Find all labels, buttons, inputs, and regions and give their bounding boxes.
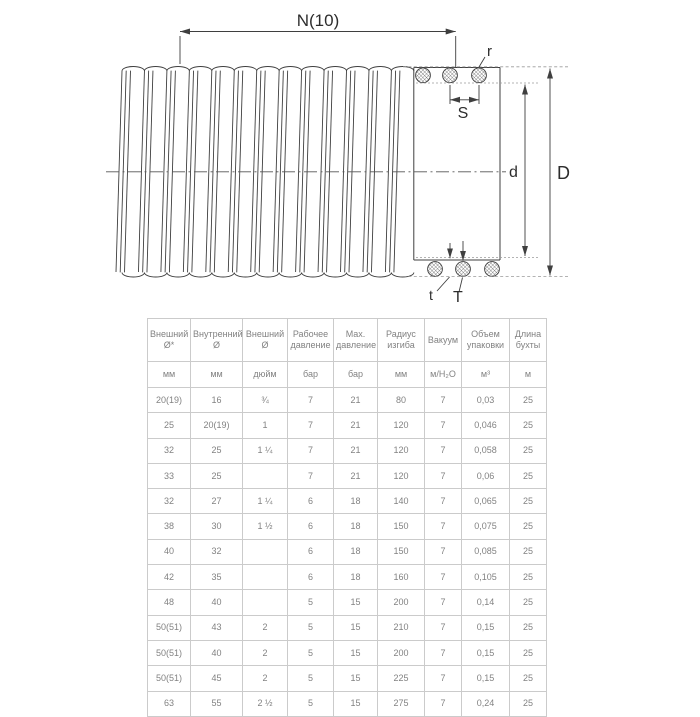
column-header: Вакуум xyxy=(425,319,462,362)
column-unit: бар xyxy=(334,362,378,388)
table-cell: 25 xyxy=(510,388,547,413)
wire-radius-label: r xyxy=(487,43,492,60)
table-cell: 25 xyxy=(510,539,547,564)
table-cell: 0,105 xyxy=(462,565,510,590)
table-cell: 42 xyxy=(148,565,191,590)
table-cell: 18 xyxy=(334,514,378,539)
table-cell: 15 xyxy=(334,615,378,640)
table-cell: 120 xyxy=(378,413,425,438)
table-cell: 5 xyxy=(288,640,334,665)
table-cell: 120 xyxy=(378,463,425,488)
table-cell: 0,06 xyxy=(462,463,510,488)
table-cell: 25 xyxy=(510,463,547,488)
table-cell: 6 xyxy=(288,539,334,564)
table-cell: 50(51) xyxy=(148,615,191,640)
table-cell: 0,24 xyxy=(462,691,510,716)
column-header: Объем упаковки xyxy=(462,319,510,362)
dimension-pitch xyxy=(450,85,479,104)
table-cell: 2 xyxy=(243,615,288,640)
column-header: Внутренний Ø xyxy=(191,319,243,362)
table-cell: 7 xyxy=(425,590,462,615)
table-cell: 6 xyxy=(288,514,334,539)
table-cell: 0,085 xyxy=(462,539,510,564)
table-cell: 275 xyxy=(378,691,425,716)
table-row xyxy=(148,489,547,514)
table-cell: 15 xyxy=(334,691,378,716)
table-cell: 25 xyxy=(510,691,547,716)
table-cell: 15 xyxy=(334,590,378,615)
table-cell: 7 xyxy=(425,615,462,640)
table-cell: 25 xyxy=(510,590,547,615)
table-cell: 63 xyxy=(148,691,191,716)
table-cell: 21 xyxy=(334,463,378,488)
table-cell: 140 xyxy=(378,489,425,514)
table-row xyxy=(148,463,547,488)
table-cell: 7 xyxy=(288,463,334,488)
table-cell: 7 xyxy=(425,413,462,438)
table-cell xyxy=(243,565,288,590)
dimension-inner-diameter-label: d xyxy=(509,164,518,181)
table-cell: 40 xyxy=(148,539,191,564)
table-cell: 1 ¼ xyxy=(243,438,288,463)
table-cell: 55 xyxy=(191,691,243,716)
table-cell: 0,15 xyxy=(462,615,510,640)
table-cell: 7 xyxy=(425,691,462,716)
table-row xyxy=(148,640,547,665)
table-row xyxy=(148,438,547,463)
spec-table-body xyxy=(148,388,547,717)
column-unit: мм xyxy=(191,362,243,388)
table-row xyxy=(148,514,547,539)
dimension-outer-diameter-label: D xyxy=(557,163,570,183)
table-cell: 7 xyxy=(425,388,462,413)
table-cell: 7 xyxy=(425,489,462,514)
table-cell: 25 xyxy=(148,413,191,438)
table-cell: 40 xyxy=(191,590,243,615)
column-header: Внешний Ø xyxy=(243,319,288,362)
table-cell: 1 ½ xyxy=(243,514,288,539)
table-cell: 38 xyxy=(148,514,191,539)
table-cell: 25 xyxy=(510,413,547,438)
table-cell: 27 xyxy=(191,489,243,514)
table-row xyxy=(148,615,547,640)
wire-radius-leader xyxy=(479,57,485,67)
table-cell: 7 xyxy=(425,565,462,590)
table-cell: 2 xyxy=(243,640,288,665)
table-cell: 30 xyxy=(191,514,243,539)
table-cell: 50(51) xyxy=(148,666,191,691)
hose-cross-section xyxy=(414,68,500,261)
column-header: Рабочее давление xyxy=(288,319,334,362)
table-cell: 0,058 xyxy=(462,438,510,463)
column-unit: мм xyxy=(148,362,191,388)
table-cell: 32 xyxy=(148,489,191,514)
table-cell: 48 xyxy=(148,590,191,615)
table-cell: 0,15 xyxy=(462,666,510,691)
table-cell: 7 xyxy=(425,666,462,691)
column-unit: м xyxy=(510,362,547,388)
table-cell: 7 xyxy=(288,438,334,463)
table-cell: 21 xyxy=(334,438,378,463)
total-thickness-label: T xyxy=(453,289,463,306)
table-cell: 16 xyxy=(191,388,243,413)
table-cell: 43 xyxy=(191,615,243,640)
table-row xyxy=(148,666,547,691)
table-cell: 2 xyxy=(243,666,288,691)
table-cell: 18 xyxy=(334,539,378,564)
table-cell: 2 ½ xyxy=(243,691,288,716)
table-cell: 0,065 xyxy=(462,489,510,514)
table-row xyxy=(148,565,547,590)
table-cell: 200 xyxy=(378,640,425,665)
table-cell: 18 xyxy=(334,565,378,590)
table-cell: 25 xyxy=(191,463,243,488)
spec-table xyxy=(147,318,547,717)
hose-diagram xyxy=(0,0,700,312)
table-cell: 15 xyxy=(334,666,378,691)
table-cell: 7 xyxy=(288,413,334,438)
table-row xyxy=(148,388,547,413)
table-row xyxy=(148,413,547,438)
table-cell: 20(19) xyxy=(148,388,191,413)
table-cell: 35 xyxy=(191,565,243,590)
table-cell: 45 xyxy=(191,666,243,691)
table-cell: 6 xyxy=(288,565,334,590)
wall-thickness-label: t xyxy=(429,287,433,303)
table-cell: 5 xyxy=(288,691,334,716)
table-cell: 33 xyxy=(148,463,191,488)
table-cell: 21 xyxy=(334,413,378,438)
table-cell: 18 xyxy=(334,489,378,514)
table-cell: 15 xyxy=(334,640,378,665)
table-cell: 160 xyxy=(378,565,425,590)
table-cell xyxy=(243,590,288,615)
table-cell: 25 xyxy=(510,438,547,463)
table-cell: 25 xyxy=(510,640,547,665)
table-row xyxy=(148,590,547,615)
table-cell xyxy=(243,463,288,488)
table-cell: 150 xyxy=(378,539,425,564)
table-cell: 80 xyxy=(378,388,425,413)
table-cell: 25 xyxy=(191,438,243,463)
table-cell: 32 xyxy=(148,438,191,463)
table-cell: 50(51) xyxy=(148,640,191,665)
table-cell: 210 xyxy=(378,615,425,640)
table-cell: 0,03 xyxy=(462,388,510,413)
table-cell: 5 xyxy=(288,666,334,691)
table-row xyxy=(148,539,547,564)
column-unit: мм xyxy=(378,362,425,388)
table-cell: 1 xyxy=(243,413,288,438)
table-cell: 7 xyxy=(425,463,462,488)
table-cell: 40 xyxy=(191,640,243,665)
table-cell: 25 xyxy=(510,489,547,514)
spec-table-head xyxy=(148,319,547,388)
column-header: Max. давление xyxy=(334,319,378,362)
column-unit: м³ xyxy=(462,362,510,388)
hose-top-edge xyxy=(122,66,414,71)
table-cell: 200 xyxy=(378,590,425,615)
column-unit: бар xyxy=(288,362,334,388)
dimension-length xyxy=(180,32,456,68)
table-cell: 7 xyxy=(425,514,462,539)
hose-bottom-edge xyxy=(122,273,414,278)
table-cell: 7 xyxy=(288,388,334,413)
table-cell: 32 xyxy=(191,539,243,564)
table-cell: 120 xyxy=(378,438,425,463)
table-cell: 0,15 xyxy=(462,640,510,665)
table-cell: 25 xyxy=(510,514,547,539)
table-cell: 21 xyxy=(334,388,378,413)
table-cell: 0,075 xyxy=(462,514,510,539)
table-cell: 5 xyxy=(288,590,334,615)
dimension-length-label: N(10) xyxy=(296,11,340,30)
table-cell: ¾ xyxy=(243,388,288,413)
table-cell: 150 xyxy=(378,514,425,539)
column-unit: м/H₂O xyxy=(425,362,462,388)
dimension-pitch-label: S xyxy=(457,105,469,122)
column-unit: дюйм xyxy=(243,362,288,388)
table-cell: 6 xyxy=(288,489,334,514)
table-cell: 1 ¼ xyxy=(243,489,288,514)
table-cell xyxy=(243,539,288,564)
table-cell: 7 xyxy=(425,438,462,463)
table-cell: 25 xyxy=(510,615,547,640)
table-cell: 0,14 xyxy=(462,590,510,615)
table-cell: 0,046 xyxy=(462,413,510,438)
column-header: Радиус изгиба xyxy=(378,319,425,362)
table-row xyxy=(148,691,547,716)
table-cell: 20(19) xyxy=(191,413,243,438)
table-cell: 225 xyxy=(378,666,425,691)
column-header: Внешний Ø* xyxy=(148,319,191,362)
table-cell: 7 xyxy=(425,640,462,665)
column-header: Длина бухты xyxy=(510,319,547,362)
table-cell: 5 xyxy=(288,615,334,640)
table-cell: 7 xyxy=(425,539,462,564)
table-cell: 25 xyxy=(510,565,547,590)
table-cell: 25 xyxy=(510,666,547,691)
